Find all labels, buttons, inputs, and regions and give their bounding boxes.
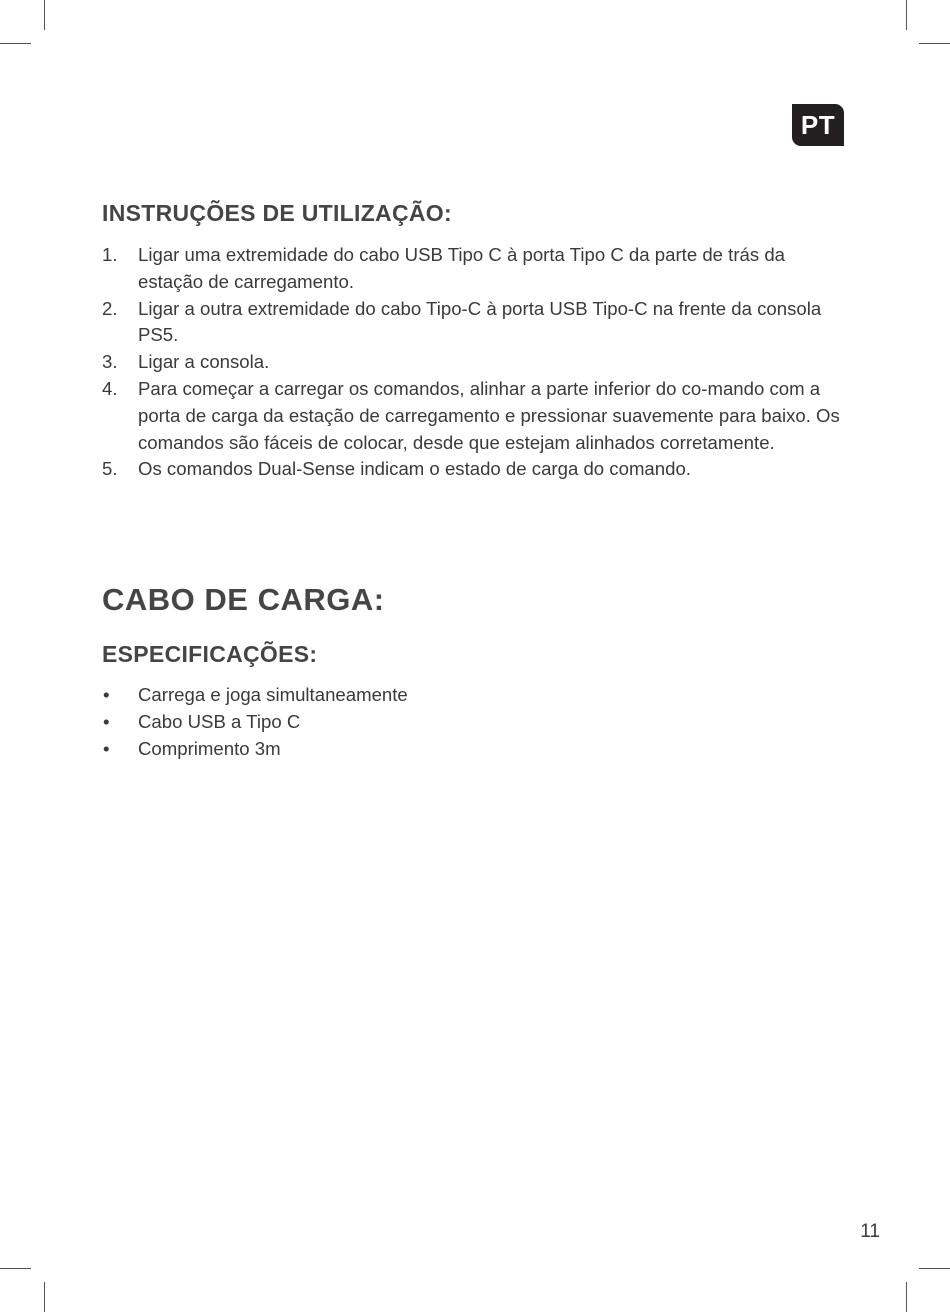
step-text: Ligar uma extremidade do cabo USB Tipo C à porta Tipo C da parte de trás da estação de carregamento. — [138, 244, 786, 292]
list-item — [102, 296, 847, 350]
step-text: Para começar a carregar os comandos, alinhar a parte inferior do co-mando com a porta de carga da estação de carregamento e pressionar suavemente para baixo. Os comandos são fáceis de colocar, desde que estejam alinhados corretamente. — [138, 377, 840, 453]
bullet-icon: • — [103, 710, 110, 732]
list-item — [102, 682, 847, 709]
specifications-heading: ESPECIFICAÇÕES: — [102, 641, 318, 667]
step-text: Ligar a consola. — [138, 351, 270, 373]
spec-text: Cabo USB a Tipo C — [138, 710, 301, 732]
crop-mark-bottom-right-vertical — [906, 1282, 907, 1312]
step-text: Ligar a outra extremidade do cabo Tipo-C à porta USB Tipo-C na frente da consola PS5. — [138, 297, 822, 346]
spec-text: Comprimento 3m — [138, 737, 281, 759]
list-item — [102, 349, 847, 376]
crop-mark-top-right-horizontal — [919, 43, 950, 44]
list-item — [102, 376, 847, 456]
crop-mark-top-left-vertical — [44, 0, 45, 30]
list-item — [102, 242, 847, 296]
specifications-list — [102, 682, 847, 762]
step-number: 4. — [102, 377, 118, 399]
usage-instructions-heading: INSTRUÇÕES DE UTILIZAÇÃO: — [102, 200, 452, 226]
step-number: 2. — [102, 297, 118, 319]
step-number: 5. — [102, 458, 118, 480]
crop-mark-top-left-horizontal — [0, 43, 31, 44]
list-item — [102, 456, 847, 483]
bullet-icon: • — [103, 684, 110, 705]
crop-mark-bottom-left-vertical — [44, 1282, 45, 1312]
list-item — [102, 736, 847, 763]
usage-steps-list — [102, 242, 847, 483]
spec-text: Carrega e joga simultaneamente — [138, 684, 408, 705]
step-text: Os comandos Dual-Sense indicam o estado de carga do comando. — [138, 458, 691, 480]
crop-mark-bottom-left-horizontal — [0, 1268, 31, 1269]
list-item — [102, 709, 847, 736]
bullet-icon: • — [103, 737, 110, 759]
step-number: 1. — [102, 244, 118, 265]
step-number: 3. — [102, 351, 118, 373]
crop-mark-top-right-vertical — [906, 0, 907, 30]
charging-cable-heading: CABO DE CARGA: — [102, 582, 385, 617]
crop-mark-bottom-right-horizontal — [919, 1268, 950, 1269]
language-badge: PT — [792, 104, 844, 146]
page-number: 11 — [860, 1221, 880, 1242]
